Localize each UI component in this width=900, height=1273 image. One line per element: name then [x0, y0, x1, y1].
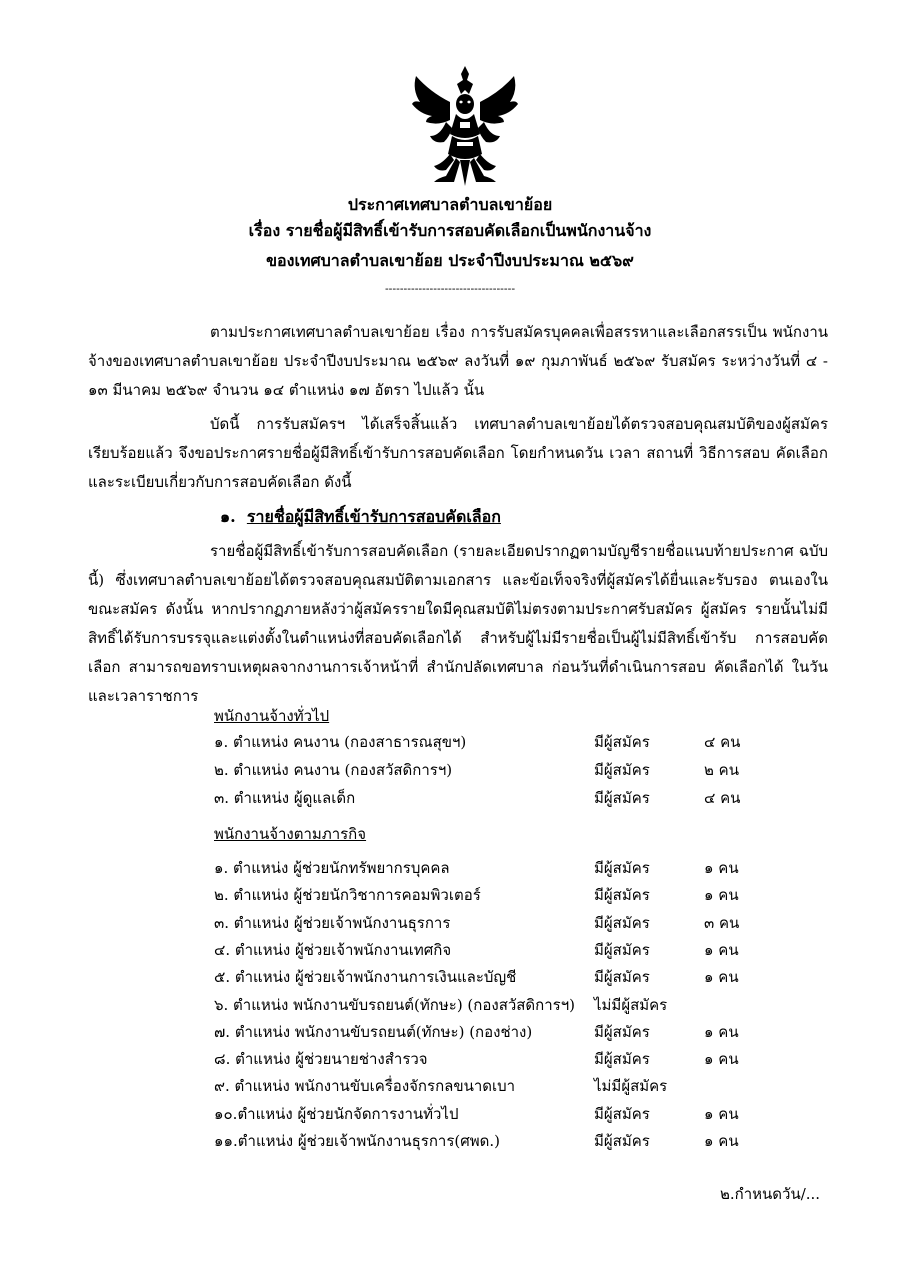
position-name: ๓. ตำแหน่ง ผู้ช่วยเจ้าพนักงานธุรการ: [214, 913, 451, 932]
position-row: [214, 1128, 834, 1155]
header-divider: -----------------------------------: [384, 282, 516, 295]
paragraph-completion: [88, 410, 828, 497]
paragraph-completion-text: บัดนี้ การรับสมัครฯ ได้เสร็จสิ้นแล้ว เทศบาลตำบลเขาย้อยได้ตรวจสอบคุณสมบัติของผู้สมัคร เรียบร้อยแล้ว จึงขอประกาศรายชื่อผู้มีสิทธิ์เข้ารับการสอบคัดเลือก โดยกำหนดวัน เวลา สถานที่ วิธีการสอบ คัดเลือก และระเบียบเกี่ยวกับการสอบคัดเลือก ดังนี้: [88, 415, 828, 491]
applicant-count: ๔ คน: [704, 789, 741, 807]
position-row: [214, 1019, 834, 1046]
applicant-status: มีผู้สมัคร: [594, 761, 650, 779]
applicant-status: มีผู้สมัคร: [594, 913, 650, 932]
applicant-count: ๑ คน: [704, 859, 739, 877]
applicant-count: ๑ คน: [704, 1104, 739, 1123]
applicant-count: ๒ คน: [704, 761, 739, 779]
position-row: [214, 1101, 834, 1128]
applicant-count: ๔ คน: [704, 733, 741, 751]
applicant-status: มีผู้สมัคร: [594, 1022, 650, 1041]
applicant-status: มีผู้สมัคร: [594, 1050, 650, 1069]
position-row: [214, 757, 834, 784]
applicant-count: ๑ คน: [704, 1132, 739, 1150]
position-row: [214, 729, 834, 756]
paragraph-eligibility-text: รายชื่อผู้มีสิทธิ์เข้ารับการสอบคัดเลือก (รายละเอียดปรากฏตามบัญชีรายชื่อแนบท้ายประกาศ ฉบับนี้) ซึ่งเทศบาลตำบลเขาย้อยได้ตรวจสอบคุณสมบัติตามเอกสาร และข้อเท็จจริงที่ผู้สมัครได้ยื่นและรับรอง ตนเองในขณะสมัคร ดังนั้น หากปรากฏภายหลังว่าผู้สมัครรายใดมีคุณสมบัติไม่ตรงตามประกาศรับสมัคร ผู้สมัคร รายนั้นไม่มีสิทธิ์ได้รับการบรรจุและแต่งตั้งในตำแหน่งที่สอบคัดเลือกได้ สำหรับผู้ไม่มีรายชื่อเป็นผู้ไม่มีสิทธิ์เข้ารับ การสอบคัดเลือก สามารถขอทราบเหตุผลจากงานการเจ้าหน้าที่ สำนักปลัดเทศบาล ก่อนวันที่ดำเนินการสอบ คัดเลือกได้ ในวัน และเวลาราชการ: [88, 542, 828, 705]
page-continuation: ๒.กำหนดวัน/...: [720, 1185, 821, 1203]
position-row: [214, 992, 834, 1019]
group-mission-title: พนักงานจ้างตามภารกิจ: [214, 825, 367, 843]
applicant-status: มีผู้สมัคร: [594, 886, 650, 905]
applicant-status: มีผู้สมัคร: [594, 968, 650, 987]
paragraph-intro: [88, 318, 828, 405]
applicant-status: มีผู้สมัคร: [594, 733, 650, 751]
paragraph-eligibility: [88, 537, 828, 711]
position-row: [214, 882, 834, 909]
position-name: ๑๑.ตำแหน่ง ผู้ช่วยเจ้าพนักงานธุรการ(ศพด.): [214, 1132, 501, 1150]
paragraph-intro-text: ตามประกาศเทศบาลตำบลเขาย้อย เรื่อง การรับสมัครบุคคลเพื่อสรรหาและเลือกสรรเป็น พนักงานจ้างของเทศบาลตำบลเขาย้อย ประจำปีงบประมาณ ๒๕๖๙ ลงวันที่ ๑๙ กุมภาพันธ์ ๒๕๖๙ รับสมัคร ระหว่างวันที่ ๔ - ๑๓ มีนาคม ๒๕๖๙ จำนวน ๑๔ ตำแหน่ง ๑๗ อัตรา ไปแล้ว นั้น: [88, 323, 828, 399]
section-number: ๑.: [220, 507, 236, 526]
position-row: [214, 910, 834, 937]
group-general-title: พนักงานจ้างทั่วไป: [214, 707, 330, 725]
applicant-status: มีผู้สมัคร: [594, 1104, 650, 1123]
position-name: ๑๐.ตำแหน่ง ผู้ช่วยนักจัดการงานทั่วไป: [214, 1104, 459, 1123]
position-name: ๒. ตำแหน่ง คนงาน (กองสวัสดิการฯ): [214, 761, 453, 779]
section-title: รายชื่อผู้มีสิทธิ์เข้ารับการสอบคัดเลือก: [246, 507, 501, 526]
applicant-status: ไม่มีผู้สมัคร: [594, 1077, 668, 1096]
position-name: ๓. ตำแหน่ง ผู้ดูแลเด็ก: [214, 789, 356, 807]
position-name: ๗. ตำแหน่ง พนักงานขับรถยนต์(ทักษะ) (กองช่าง): [214, 1022, 533, 1041]
position-name: ๑. ตำแหน่ง คนงาน (กองสาธารณสุขฯ): [214, 733, 467, 751]
position-name: ๙. ตำแหน่ง พนักงานขับเครื่องจักรกลขนาดเบา: [214, 1077, 516, 1096]
garuda-emblem-icon: [410, 62, 520, 192]
announcement-subject-line2: ของเทศบาลตำบลเขาย้อย ประจำปีงบประมาณ ๒๕๖๙: [266, 251, 634, 270]
applicant-status: มีผู้สมัคร: [594, 1132, 650, 1150]
position-row: [214, 964, 834, 991]
applicant-count: ๑ คน: [704, 940, 739, 959]
position-row: [214, 937, 834, 964]
applicant-status: มีผู้สมัคร: [594, 859, 650, 877]
applicant-count: ๑ คน: [704, 886, 739, 905]
position-row: [214, 1073, 834, 1100]
announcement-title: ประกาศเทศบาลตำบลเขาย้อย: [347, 195, 553, 214]
applicant-count: ๑ คน: [704, 1022, 739, 1041]
position-name: ๔. ตำแหน่ง ผู้ช่วยเจ้าพนักงานเทศกิจ: [214, 940, 452, 959]
position-name: ๖. ตำแหน่ง พนักงานขับรถยนต์(ทักษะ) (กองสวัสดิการฯ): [214, 995, 576, 1014]
applicant-count: ๑ คน: [704, 968, 739, 987]
position-row: [214, 855, 834, 882]
position-name: ๘. ตำแหน่ง ผู้ช่วยนายช่างสำรวจ: [214, 1050, 428, 1069]
section-1-heading: [220, 505, 501, 530]
applicant-count: ๑ คน: [704, 1050, 739, 1069]
applicant-status: มีผู้สมัคร: [594, 940, 650, 959]
applicant-status: ไม่มีผู้สมัคร: [594, 995, 668, 1014]
position-row: [214, 1046, 834, 1073]
position-name: ๕. ตำแหน่ง ผู้ช่วยเจ้าพนักงานการเงินและบัญชี: [214, 968, 517, 987]
announcement-subject: เรื่อง รายชื่อผู้มีสิทธิ์เข้ารับการสอบคัดเลือกเป็นพนักงานจ้าง: [248, 221, 652, 240]
position-row: [214, 785, 834, 812]
applicant-count: ๓ คน: [704, 913, 740, 932]
applicant-status: มีผู้สมัคร: [594, 789, 650, 807]
position-name: ๑. ตำแหน่ง ผู้ช่วยนักทรัพยากรบุคคล: [214, 859, 450, 877]
position-name: ๒. ตำแหน่ง ผู้ช่วยนักวิชาการคอมพิวเตอร์: [214, 886, 481, 905]
